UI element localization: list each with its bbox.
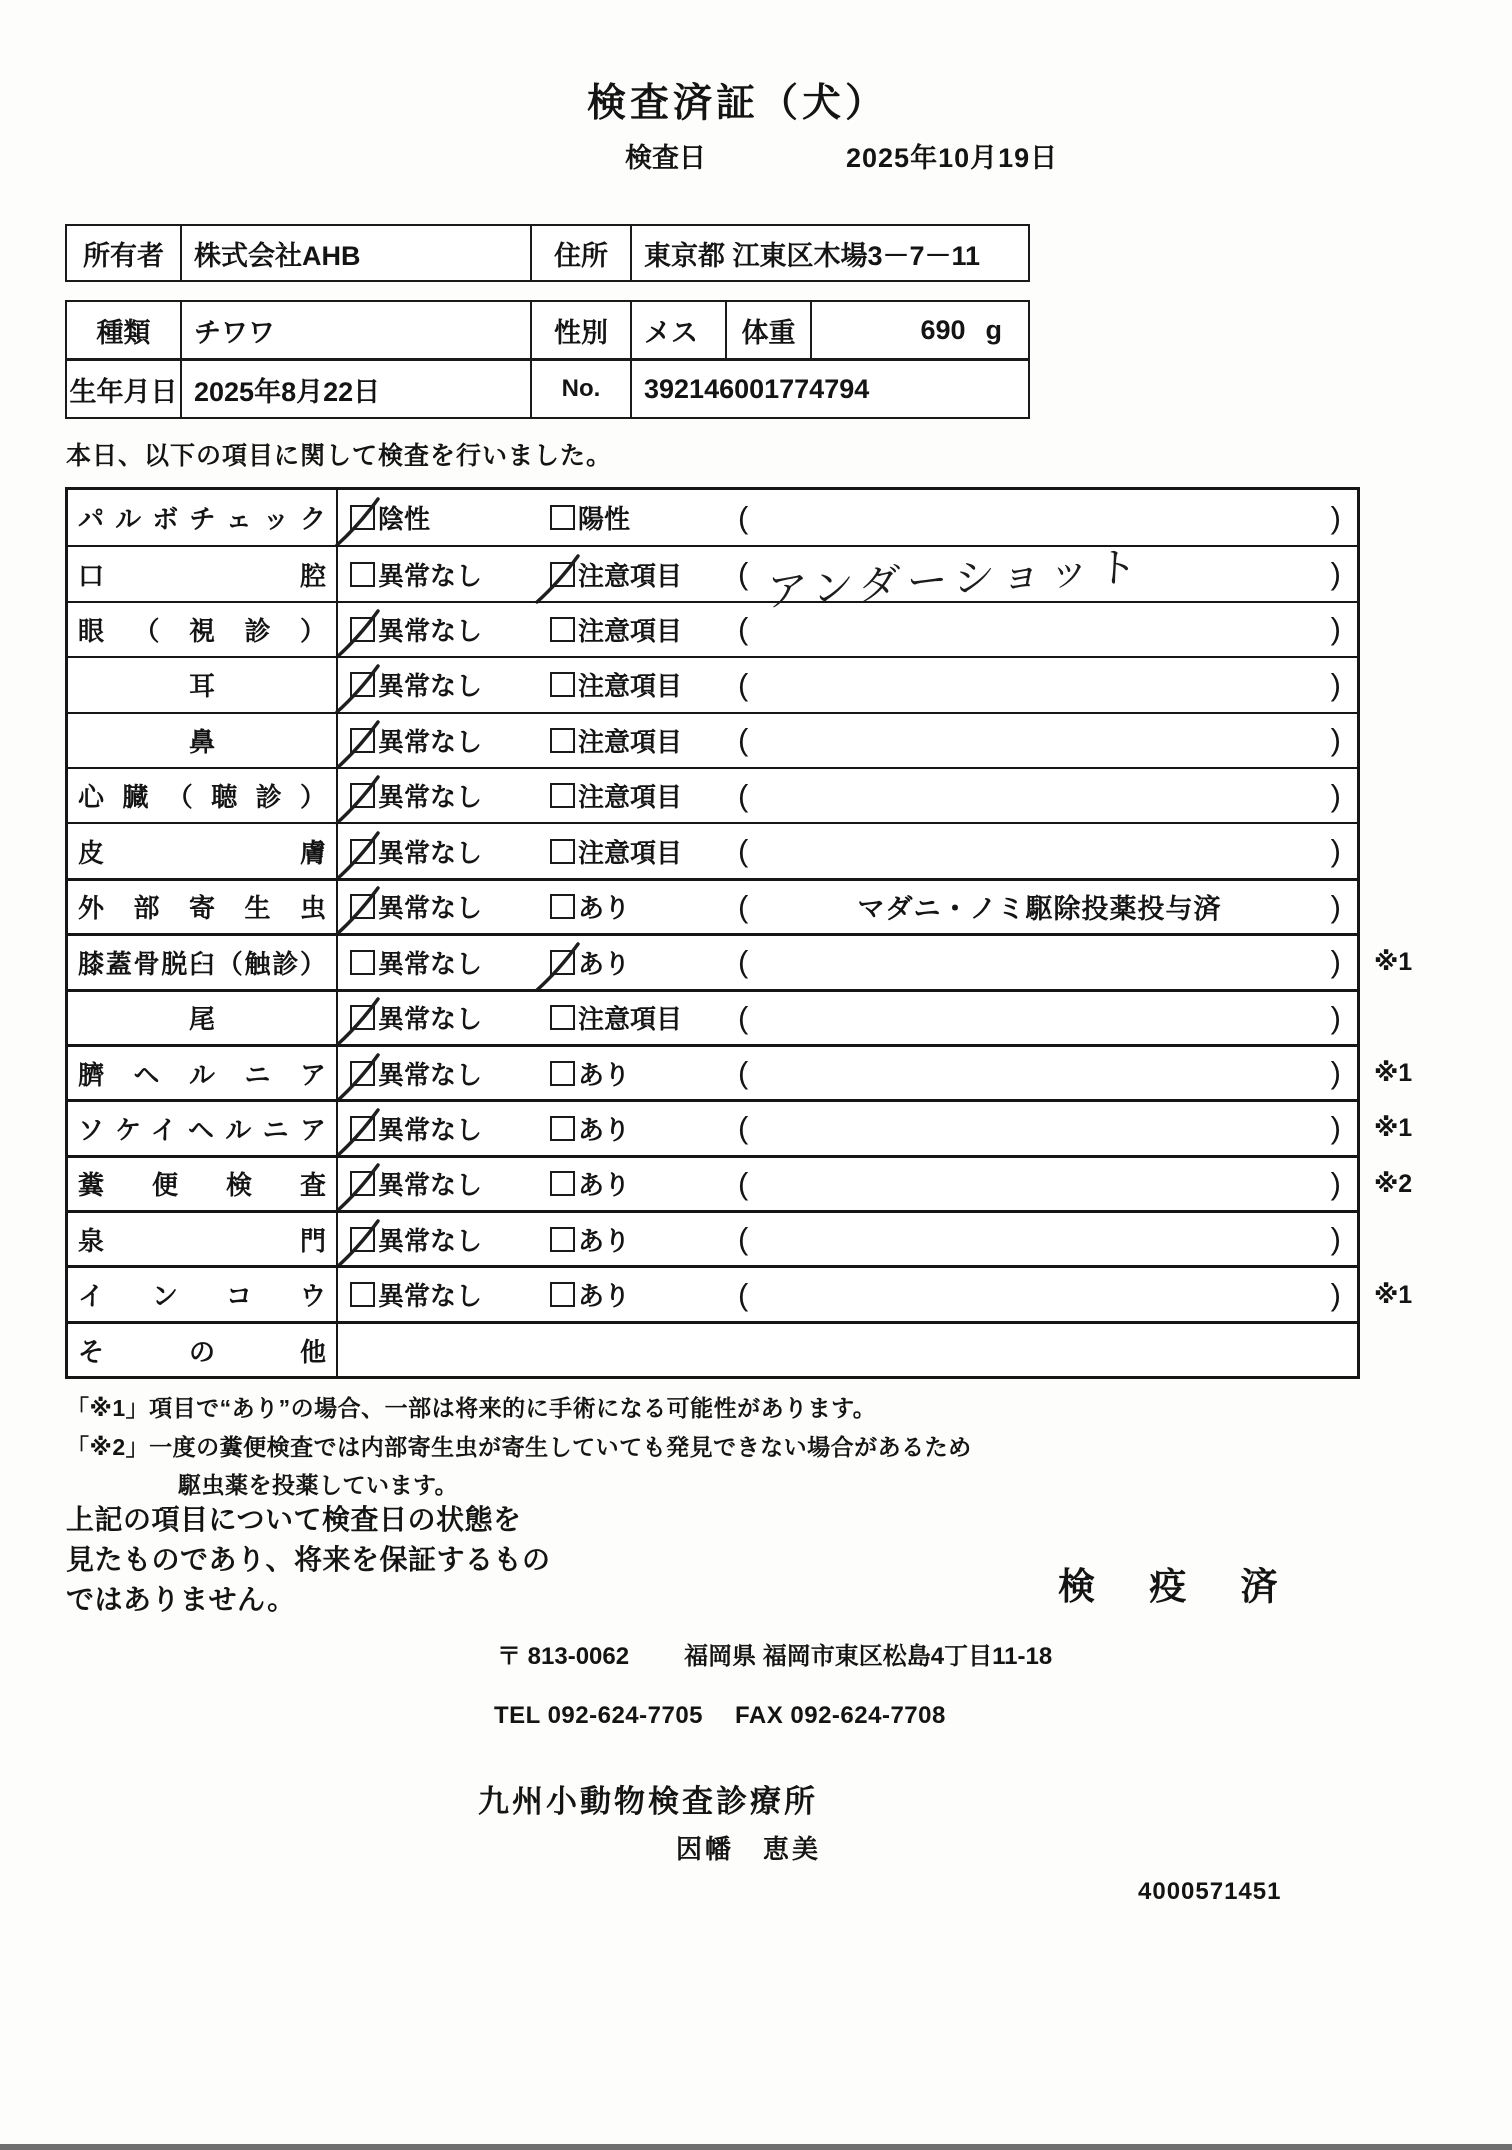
inspection-row: [68, 1210, 1357, 1265]
exam-date-line: [625, 136, 1058, 175]
inspection-options-cell: [338, 1158, 1357, 1210]
inspection-item-label: 口腔: [78, 560, 326, 591]
inspection-item-label: 泉門: [78, 1225, 326, 1256]
option-primary-label: 陰性: [378, 504, 431, 535]
inspection-row: [68, 1155, 1413, 1210]
checkbox-primary[interactable]: [350, 672, 375, 697]
option-secondary-label: 注意項目: [578, 1004, 683, 1035]
inspection-item-cell: [68, 490, 338, 545]
inspection-options-cell: [338, 1324, 1357, 1376]
option-secondary: [550, 1055, 738, 1092]
handwritten-check-icon: [334, 830, 382, 882]
close-paren: ): [1330, 1110, 1341, 1146]
inspection-item-cell: [68, 714, 338, 767]
option-secondary-label: 注意項目: [578, 782, 683, 813]
inspection-item-cell: [68, 824, 338, 877]
inspection-row: [68, 601, 1357, 656]
option-secondary-label: 陽性: [578, 504, 631, 535]
option-secondary: [550, 666, 738, 703]
footnote-2-continued: 駆虫薬を投薬しています。: [178, 1472, 459, 1498]
inspection-item-cell: [68, 1158, 338, 1210]
handwritten-check-icon: [534, 553, 582, 605]
checkbox-secondary[interactable]: [550, 505, 575, 530]
remarks-note: マダニ・ノミ駆除投薬投与済: [857, 894, 1222, 925]
checkbox-primary[interactable]: [350, 562, 375, 587]
open-paren: (: [738, 1055, 749, 1091]
handwritten-check-icon: [334, 719, 382, 771]
close-paren: ): [1330, 888, 1341, 924]
inspection-row: [68, 712, 1357, 767]
option-primary: [350, 777, 550, 814]
inspection-options-cell: [338, 936, 1357, 988]
breed-label: 種類: [67, 302, 182, 358]
reference-mark: ※1: [1374, 1059, 1413, 1088]
checkbox-primary[interactable]: [350, 1171, 375, 1196]
inspection-options-cell: [338, 992, 1357, 1044]
disclaimer-line-2: 見たものであり、将来を保証するもの: [66, 1544, 551, 1575]
close-paren: ): [1330, 833, 1341, 869]
weight-label: 体重: [727, 302, 812, 358]
option-secondary-label: 注意項目: [578, 560, 683, 591]
handwritten-check-icon: [334, 608, 382, 660]
handwritten-check-icon: [334, 1107, 382, 1159]
option-primary: [350, 833, 550, 870]
close-paren: ): [1330, 1221, 1341, 1257]
option-primary: [350, 1221, 550, 1258]
disclaimer-text: [66, 1500, 551, 1620]
reference-mark: ※2: [1374, 1169, 1413, 1198]
checkbox-secondary[interactable]: [550, 1116, 575, 1141]
birthdate-value: 2025年8月22日: [182, 361, 532, 417]
checkbox-primary[interactable]: [350, 728, 375, 753]
sex-value: メス: [632, 302, 727, 358]
registration-no-value: 392146001774794: [644, 373, 870, 404]
checkbox-secondary[interactable]: [550, 1227, 575, 1252]
inspection-item-label: 心臓（聴診）: [78, 782, 326, 813]
clinic-phone-line: [494, 1702, 946, 1730]
inspection-row: [68, 1265, 1413, 1320]
option-primary: [350, 666, 550, 703]
option-secondary: [550, 999, 738, 1036]
checkbox-secondary[interactable]: [550, 728, 575, 753]
checkbox-secondary[interactable]: [550, 1282, 575, 1307]
open-paren: (: [738, 1165, 749, 1201]
inspection-item-label: 皮膚: [78, 837, 326, 868]
inspection-row: [68, 878, 1357, 933]
quarantine-stamp: 検 疫 済: [1058, 1566, 1300, 1607]
clinic-fax: FAX 092-624-7708: [735, 1702, 946, 1729]
open-paren: (: [738, 1221, 749, 1257]
inspection-row: [68, 542, 1357, 616]
remarks-area: [738, 500, 1357, 536]
inspection-item-label: 鼻: [188, 726, 215, 757]
weight-value-cell: [812, 302, 1028, 358]
inspection-options-cell: [338, 658, 1357, 711]
option-primary-label: 異常なし: [378, 726, 483, 757]
inspection-item-label: 外部寄生虫: [78, 893, 326, 924]
weight-value: 690: [920, 314, 966, 345]
remarks-area: [738, 722, 1357, 758]
serial-number: 4000571451: [1138, 1878, 1282, 1905]
option-secondary: [550, 722, 738, 759]
checkbox-secondary[interactable]: [550, 839, 575, 864]
option-secondary: [550, 556, 738, 593]
option-primary: [350, 1055, 550, 1092]
checkbox-secondary[interactable]: [550, 1005, 575, 1030]
option-primary-label: 異常なし: [378, 671, 483, 702]
remarks-area: [738, 944, 1357, 980]
option-primary: [350, 1276, 550, 1313]
close-paren: ): [1330, 999, 1341, 1035]
checkbox-secondary[interactable]: [550, 617, 575, 642]
remarks-area: [738, 611, 1357, 647]
close-paren: ): [1330, 944, 1341, 980]
inspection-item-label: 尾: [188, 1004, 215, 1035]
option-primary-label: 異常なし: [378, 1281, 483, 1312]
close-paren: ): [1330, 499, 1341, 535]
inspection-item-label: 糞便検査: [78, 1170, 326, 1201]
remarks-area: [738, 833, 1357, 869]
option-secondary-label: あり: [578, 1225, 631, 1256]
inspection-row: [68, 989, 1357, 1044]
remarks-area: [738, 1055, 1357, 1091]
inspection-row: [68, 656, 1357, 711]
open-paren: (: [738, 944, 749, 980]
reference-mark: ※1: [1374, 948, 1413, 977]
option-primary: [350, 888, 550, 925]
document-title: 検査済証（犬）: [586, 82, 888, 125]
inspection-row: [68, 933, 1413, 988]
inspection-options-cell: [338, 1213, 1357, 1265]
open-paren: (: [738, 999, 749, 1035]
option-secondary-label: 注意項目: [578, 726, 683, 757]
open-paren: (: [738, 888, 749, 924]
option-primary-label: 異常なし: [378, 1225, 483, 1256]
inspection-row: [68, 1044, 1413, 1099]
inspection-row: [68, 1321, 1357, 1376]
option-secondary: [550, 1165, 738, 1202]
remarks-area: [738, 542, 1357, 616]
checkbox-secondary[interactable]: [550, 894, 575, 919]
owner-label: 所有者: [67, 226, 182, 280]
checkbox-primary[interactable]: [350, 839, 375, 864]
inspection-options-cell: [338, 542, 1357, 616]
option-secondary: [550, 611, 738, 648]
open-paren: (: [738, 777, 749, 813]
footnote-2: 「※2」一度の糞便検査では内部寄生虫が寄生していても発見できない場合があるため: [66, 1434, 972, 1460]
remarks-area: [738, 1277, 1357, 1313]
inspection-item-label: ソケイヘルニア: [78, 1114, 326, 1145]
option-secondary-label: あり: [578, 948, 631, 979]
scan-edge-artifact: [0, 2144, 1512, 2150]
open-paren: (: [738, 611, 749, 647]
inspection-options-cell: [338, 881, 1357, 933]
owner-value: 株式会社AHB: [182, 226, 532, 280]
open-paren: (: [738, 666, 749, 702]
option-primary-label: 異常なし: [378, 782, 483, 813]
option-primary-label: 異常なし: [378, 1059, 483, 1090]
close-paren: ): [1330, 666, 1341, 702]
option-primary: [350, 1165, 550, 1202]
inspection-item-cell: [68, 547, 338, 600]
inspection-item-cell: [68, 769, 338, 822]
inspection-row: [68, 767, 1357, 822]
remarks-area: [738, 1221, 1357, 1257]
clinic-name: 九州小動物検査診療所: [478, 1784, 818, 1819]
inspection-item-label: 膝蓋骨脱臼（触診）: [78, 948, 326, 979]
inspection-options-cell: [338, 824, 1357, 877]
footnote-1: 「※1」項目で“あり”の場合、一部は将来的に手術になる可能性があります。: [66, 1395, 877, 1421]
reference-mark: ※1: [1374, 1280, 1413, 1309]
weight-unit: g: [985, 314, 1002, 345]
close-paren: ): [1330, 556, 1341, 592]
open-paren: (: [738, 1276, 749, 1312]
option-secondary-label: 注意項目: [578, 615, 683, 646]
option-secondary: [550, 1276, 738, 1313]
inspection-item-label: インコウ: [78, 1281, 326, 1312]
checkbox-primary[interactable]: [350, 617, 375, 642]
checkbox-primary[interactable]: [350, 783, 375, 808]
clinic-tel: TEL 092-624-7705: [494, 1702, 704, 1729]
option-primary: [350, 611, 550, 648]
inspection-row: [68, 1099, 1413, 1154]
address-value: 東京都 江東区木場3－7－11: [644, 240, 981, 271]
option-primary-label: 異常なし: [378, 1114, 483, 1145]
disclaimer-line-3: ではありません。: [66, 1584, 296, 1615]
sex-label: 性別: [532, 302, 632, 358]
handwritten-check-icon: [334, 774, 382, 826]
checkbox-secondary[interactable]: [550, 1171, 575, 1196]
option-primary-label: 異常なし: [378, 837, 483, 868]
remarks-area: [738, 887, 1357, 926]
close-paren: ): [1330, 777, 1341, 813]
checkbox-secondary[interactable]: [550, 783, 575, 808]
option-secondary: [550, 944, 738, 981]
open-paren: (: [738, 833, 749, 869]
option-secondary-label: あり: [578, 1114, 631, 1145]
handwritten-check-icon: [334, 885, 382, 937]
checkbox-primary[interactable]: [350, 894, 375, 919]
clinic-address: 福岡県 福岡市東区松島4丁目11-18: [684, 1643, 1053, 1670]
remarks-area: [738, 1000, 1357, 1036]
close-paren: ): [1330, 1276, 1341, 1312]
option-primary: [350, 999, 550, 1036]
open-paren: (: [738, 722, 749, 758]
disclaimer-line-1: 上記の項目について検査日の状態を: [66, 1504, 522, 1535]
owner-info-table: [65, 224, 1030, 282]
birth-info-row: [67, 361, 1028, 417]
close-paren: ): [1330, 1165, 1341, 1201]
registration-no-label: No.: [532, 361, 632, 417]
option-primary-label: 異常なし: [378, 1004, 483, 1035]
remarks-area: [738, 1110, 1357, 1146]
remarks-area: [738, 778, 1357, 814]
inspection-item-label: その他: [78, 1336, 326, 1367]
inspection-options-cell: [338, 490, 1357, 545]
option-secondary: [550, 1221, 738, 1258]
option-primary-label: 異常なし: [378, 893, 483, 924]
checkbox-secondary[interactable]: [550, 1061, 575, 1086]
option-primary-label: 異常なし: [378, 560, 483, 591]
checkbox-primary[interactable]: [350, 505, 375, 530]
reference-mark: ※1: [1374, 1114, 1413, 1143]
checkbox-primary[interactable]: [350, 1005, 375, 1030]
address-label: 住所: [532, 226, 632, 280]
option-primary: [350, 722, 550, 759]
option-secondary: [550, 888, 738, 925]
intro-text: 本日、以下の項目に関して検査を行いました。: [66, 442, 613, 470]
inspection-item-label: パルボチェック: [78, 504, 326, 535]
exam-date-value: 2025年10月19日: [846, 143, 1059, 173]
exam-date-label: 検査日: [625, 143, 706, 173]
option-secondary: [550, 1110, 738, 1147]
inspection-item-cell: [68, 1102, 338, 1154]
option-primary: [350, 1110, 550, 1147]
option-secondary-label: あり: [578, 1170, 631, 1201]
pet-info-row: [67, 302, 1028, 361]
inspection-item-cell: [68, 1268, 338, 1320]
option-secondary-label: あり: [578, 893, 631, 924]
inspection-options-cell: [338, 714, 1357, 767]
inspection-item-cell: [68, 1213, 338, 1265]
checkbox-primary[interactable]: [350, 1116, 375, 1141]
inspection-item-cell: [68, 936, 338, 988]
checkbox-primary[interactable]: [350, 1061, 375, 1086]
option-primary: [350, 944, 550, 981]
handwritten-check-icon: [334, 1218, 382, 1270]
handwritten-check-icon: [334, 1052, 382, 1104]
open-paren: (: [738, 499, 749, 535]
option-primary: [350, 499, 550, 536]
inspection-row: [68, 490, 1357, 545]
close-paren: ): [1330, 1055, 1341, 1091]
handwritten-check-icon: [334, 663, 382, 715]
option-primary-label: 異常なし: [378, 615, 483, 646]
option-primary-label: 異常なし: [378, 1170, 483, 1201]
inspection-options-cell: [338, 769, 1357, 822]
checkbox-primary[interactable]: [350, 950, 375, 975]
inspection-item-cell: [68, 1047, 338, 1099]
inspection-item-cell: [68, 658, 338, 711]
remarks-area: [738, 667, 1357, 703]
checkbox-secondary[interactable]: [550, 562, 575, 587]
option-secondary-label: あり: [578, 1281, 631, 1312]
open-paren: (: [738, 1110, 749, 1146]
close-paren: ): [1330, 722, 1341, 758]
breed-value: チワワ: [182, 302, 532, 358]
remarks-note: アンダーショット: [765, 542, 1146, 616]
checkbox-secondary[interactable]: [550, 672, 575, 697]
handwritten-check-icon: [334, 1162, 382, 1214]
birthdate-label: 生年月日: [67, 361, 182, 417]
checkbox-primary[interactable]: [350, 1227, 375, 1252]
close-paren: ): [1330, 611, 1341, 647]
option-primary-label: 異常なし: [378, 948, 483, 979]
inspection-options-cell: [338, 1047, 1357, 1099]
remarks-area: [738, 1166, 1357, 1202]
option-secondary-label: あり: [578, 1059, 631, 1090]
inspection-item-cell: [68, 603, 338, 656]
option-secondary-label: 注意項目: [578, 837, 683, 868]
inspection-table: [65, 487, 1413, 1379]
handwritten-check-icon: [334, 996, 382, 1048]
checkbox-secondary[interactable]: [550, 950, 575, 975]
inspection-item-cell: [68, 1324, 338, 1376]
checkbox-primary[interactable]: [350, 1282, 375, 1307]
inspection-item-cell: [68, 992, 338, 1044]
option-secondary: [550, 777, 738, 814]
option-primary: [350, 556, 550, 593]
clinic-address-line: [497, 1636, 1052, 1671]
examiner-name: 因幡 恵美: [676, 1834, 822, 1864]
handwritten-check-icon: [534, 941, 582, 993]
inspection-options-cell: [338, 1268, 1357, 1320]
open-paren: (: [738, 556, 749, 592]
clinic-postal-code: 〒 813-0062: [497, 1643, 630, 1670]
inspection-row: [68, 822, 1357, 877]
inspection-item-label: 臍ヘルニア: [78, 1059, 326, 1090]
inspection-item-label: 眼（視診）: [78, 615, 326, 646]
option-secondary: [550, 499, 738, 536]
pet-info-table: [65, 300, 1030, 419]
handwritten-check-icon: [334, 496, 382, 548]
option-secondary-label: 注意項目: [578, 671, 683, 702]
option-secondary: [550, 833, 738, 870]
inspection-options-cell: [338, 1102, 1357, 1154]
inspection-item-cell: [68, 881, 338, 933]
inspection-item-label: 耳: [188, 671, 215, 702]
